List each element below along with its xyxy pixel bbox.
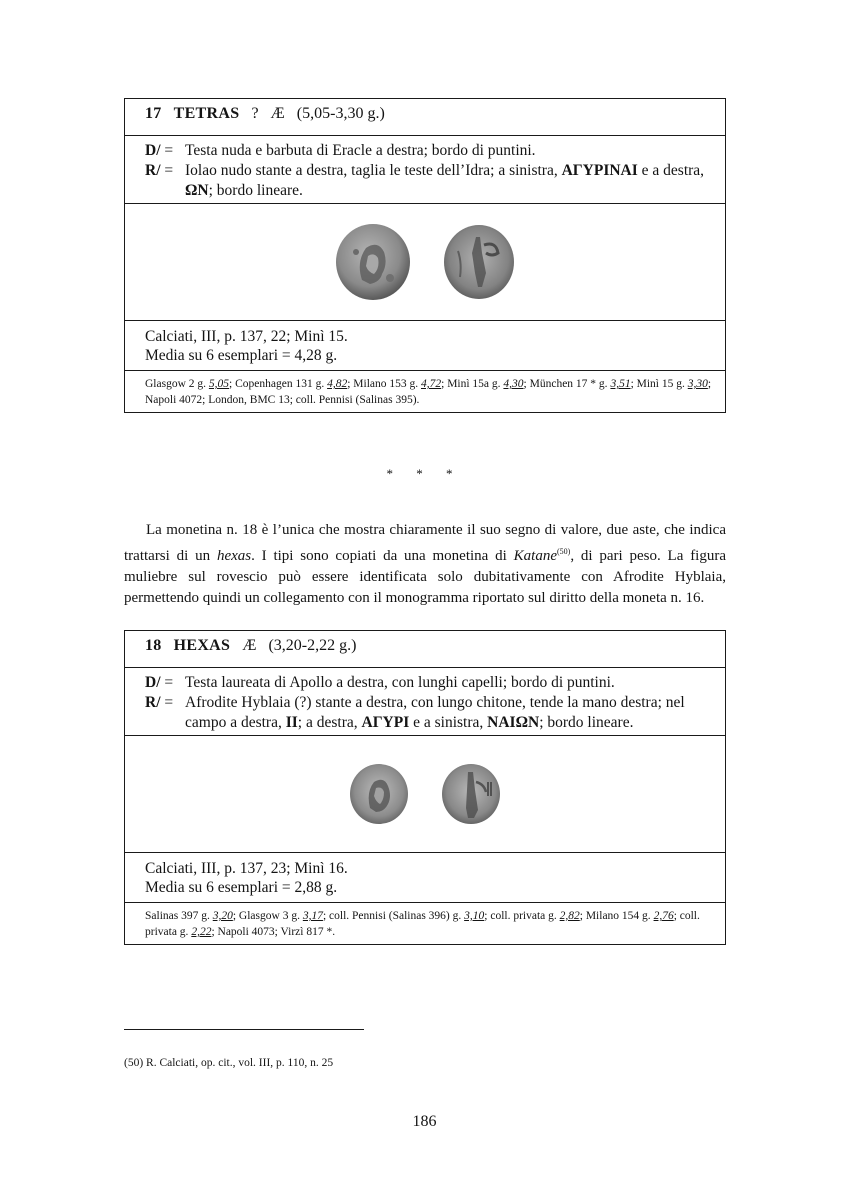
specimen-weight: 4,82: [327, 378, 348, 390]
obverse-text: Testa laureata di Apollo a destra, con lunghi capelli; bordo di puntini.: [185, 674, 615, 691]
specimen-weight: 4,72: [421, 378, 442, 390]
provenance-text: ; Minì 15 g.: [630, 378, 688, 390]
provenance-text: ; coll. Pennisi (Salinas 396) g.: [322, 910, 465, 922]
provenance-text: ; coll. privata g.: [484, 910, 560, 922]
page-number: 186: [412, 1113, 437, 1130]
average-weight: Media su 6 esemplari = 2,88 g.: [145, 879, 338, 896]
weight-range: (3,20-2,22 g.): [268, 637, 357, 654]
entry-header: [125, 631, 725, 668]
specimen-weight: 3,30: [687, 378, 708, 390]
provenance-text: Glasgow 2 g.: [145, 378, 209, 390]
footnote: (50) R. Calciati, op. cit., vol. III, p. 110, n. 25: [124, 1057, 334, 1069]
entry-header: [125, 99, 725, 136]
footnote-rule: [124, 1029, 364, 1030]
provenance-text: ; Minì 15a g.: [441, 378, 504, 390]
denomination: HEXAS: [173, 637, 231, 654]
specimen-weight: 3,10: [464, 910, 485, 922]
coin-reverse-image: [440, 762, 502, 826]
query-mark: ?: [251, 105, 259, 122]
reverse-label: R/: [145, 162, 161, 179]
weight-range: (5,05-3,30 g.): [296, 105, 385, 122]
specimen-weight: 2,22: [191, 926, 212, 938]
provenance-text: ; Copenhagen 131 g.: [229, 378, 328, 390]
specimen-weight: 3,20: [212, 910, 233, 922]
entry-number: 17: [145, 105, 162, 122]
metal-symbol: Æ: [270, 105, 285, 122]
specimen-weight: 4,30: [503, 378, 524, 390]
specimen-weight: 5,05: [208, 378, 230, 390]
entry-number: 18: [145, 637, 162, 654]
provenance-text: ; Glasgow 3 g.: [232, 910, 303, 922]
footnote-reference: (50): [556, 547, 571, 556]
reference-block: [125, 321, 725, 371]
provenance-text: Salinas 397 g.: [145, 910, 213, 922]
reverse-label: R/: [145, 694, 161, 711]
coin-description: D/ = Testa laureata di Apollo a destra, con lunghi capelli; bordo di puntini. R/ = Afrodite Hyblaia (?) stante a destra, con lungo chitone, tende la mano destra; nel campo a destra, II; a destra, ΑΓΥΡΙ e a sinistra, ΝΑΙΩΝ; bordo lineare.: [125, 668, 725, 736]
specimen-weight: 2,82: [559, 910, 580, 922]
provenance-text: ; Napoli 4073; Virzì 817 *.: [211, 926, 336, 938]
specimen-weight: 3,51: [610, 378, 631, 390]
reverse-text: Iolao nudo stante a destra, taglia le teste dell’Idra; a sinistra, ΑΓΥΡΙΝΑΙ e a destra, ΩΝ; bordo lineare.: [185, 162, 705, 199]
provenance-text: ; Milano 153 g.: [347, 378, 421, 390]
denomination: TETRAS: [173, 105, 240, 122]
metal-symbol: Æ: [242, 637, 257, 654]
coin-photos: [125, 736, 725, 853]
average-weight: Media su 6 esemplari = 4,28 g.: [145, 347, 338, 364]
body-paragraph: La monetina n. 18 è l’unica che mostra chiaramente il suo segno di valore, due aste, che indica trattarsi di un hexas. I tipi sono copiati da una monetina di Katane$^{(50)}$, di pari peso. La figura muliebre sul rovescio può essere identificata solo dubitativamente con Afrodite Hyblaia, permettendo quindi un collegamento con il monogramma riportato sul diritto della moneta n. 16.: [124, 522, 727, 606]
coin-obverse-image: [334, 222, 412, 302]
reference-block: [125, 853, 725, 903]
specimen-weight: 3,17: [302, 910, 323, 922]
catalog-entry-18: [124, 630, 726, 945]
specimen-weight: 2,76: [653, 910, 674, 922]
section-separator: * * *: [386, 466, 463, 481]
reverse-text: Afrodite Hyblaia (?) stante a destra, con lungo chitone, tende la mano destra; nel campo a destra, II; a destra, ΑΓΥΡΙ e a sinistra, ΝΑΙΩΝ; bordo lineare.: [185, 694, 685, 731]
provenance-list: [125, 371, 725, 412]
obverse-label: D/: [145, 674, 161, 691]
obverse-text: Testa nuda e barbuta di Eracle a destra; bordo di puntini.: [185, 142, 536, 159]
catalog-reference: Calciati, III, p. 137, 23; Minì 16.: [145, 860, 348, 877]
provenance-text: ; Napoli 4072; London, BMC 13; coll. Pennisi (Salinas 395).: [145, 378, 712, 406]
coin-description: D/ = Testa nuda e barbuta di Eracle a destra; bordo di puntini. R/ = Iolao nudo stante a destra, taglia le teste dell’Idra; a sinistra, ΑΓΥΡΙΝΑΙ e a destra, ΩΝ; bordo lineare.: [125, 136, 725, 204]
provenance-list: [125, 903, 725, 944]
catalog-entry-17: [124, 98, 726, 413]
provenance-text: ; coll. privata g.: [145, 910, 700, 938]
coin-photos: [125, 204, 725, 321]
provenance-text: ; Milano 154 g.: [579, 910, 654, 922]
coin-obverse-image: [348, 762, 410, 826]
coin-reverse-image: [442, 223, 516, 301]
catalog-reference: Calciati, III, p. 137, 22; Minì 15.: [145, 328, 348, 345]
provenance-text: ; München 17 * g.: [523, 378, 611, 390]
obverse-label: D/: [145, 142, 161, 159]
